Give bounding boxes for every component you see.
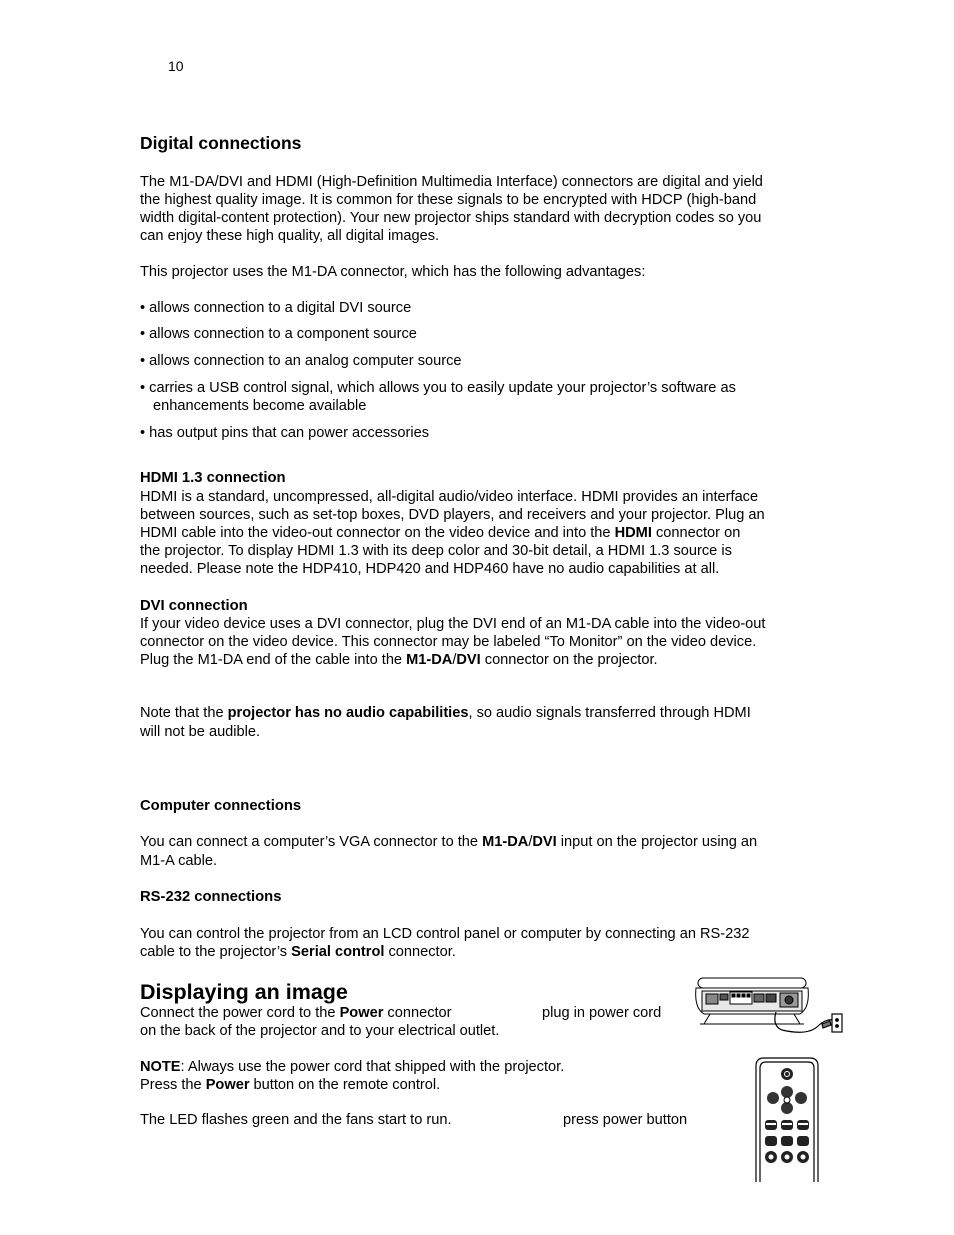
text-run: button on the remote control. — [249, 1077, 441, 1093]
page-number: 10 — [168, 58, 184, 74]
power-connect-paragraph — [140, 1004, 560, 1040]
figure-caption-plug-in: plug in power cord — [542, 1005, 662, 1021]
text-run: : Always use the power cord that shipped with the projector. — [180, 1059, 565, 1075]
text-line — [140, 943, 820, 961]
text-line — [140, 1076, 660, 1094]
dvi-paragraph — [140, 615, 820, 669]
text-run: HDMI cable into the video-out connector on the video device and into the — [140, 525, 615, 541]
bullet-item: • allows connection to a component source — [140, 326, 417, 342]
bullet-item — [140, 379, 820, 415]
bold-term: projector has no audio capabilities — [227, 705, 469, 721]
bold-term: Serial control — [291, 944, 385, 960]
text-line: needed. Please note the HDP410, HDP420 and HDP460 have no audio capabilities at all. — [140, 561, 720, 577]
rs232-heading: RS-232 connections — [140, 889, 282, 905]
text-line — [140, 833, 820, 852]
text-line: M1-A cable. — [140, 853, 218, 869]
text-line: the highest quality image. It is common for these signals to be encrypted with HDCP (high-band — [140, 192, 757, 208]
text-run: Note that the — [140, 705, 228, 721]
hdmi-paragraph — [140, 488, 820, 578]
text-run: , so audio signals transferred through HDMI — [468, 705, 751, 721]
power-note-paragraph — [140, 1058, 660, 1094]
bullet-text-continued: enhancements become available — [153, 398, 367, 414]
text-line: on the back of the projector and to your electrical outlet. — [140, 1023, 500, 1039]
bullet-item: • has output pins that can power accessories — [140, 425, 430, 441]
bullet-item: • allows connection to an analog computer source — [140, 353, 462, 369]
keypad-buttons-icon — [765, 1120, 809, 1163]
figure-caption-press-power: press power button — [563, 1112, 688, 1128]
bold-term: DVI — [532, 834, 557, 850]
text-run: Connect the power cord to the — [140, 1005, 340, 1021]
text-line: the projector. To display HDMI 1.3 with its deep color and 30-bit detail, a HDMI 1.3 source is — [140, 543, 732, 559]
rs232-paragraph — [140, 925, 820, 961]
led-line: The LED flashes green and the fans start to run. — [140, 1112, 452, 1128]
bold-term: Power — [339, 1005, 384, 1021]
power-cord-icon — [775, 1012, 842, 1032]
computer-connections-heading: Computer connections — [140, 798, 302, 814]
bold-term: M1-DA — [406, 652, 453, 668]
text-run: / — [452, 652, 457, 668]
text-run: connector. — [384, 944, 456, 960]
digital-connections-heading: Digital connections — [140, 133, 302, 153]
text-line: If your video device uses a DVI connector, plug the DVI end of an M1-DA cable into the video-out — [140, 616, 766, 632]
text-line: width digital-content protection). Your new projector ships standard with decryption codes so you — [140, 210, 762, 226]
text-run: / — [528, 834, 533, 850]
text-run: cable to the projector’s — [140, 944, 292, 960]
bold-term: Power — [205, 1077, 250, 1093]
text-line: The M1-DA/DVI and HDMI (High-Definition Multimedia Interface) connectors are digital and yield — [140, 174, 763, 190]
text-run: connector on the projector. — [480, 652, 658, 668]
text-line: can enjoy these high quality, all digital images. — [140, 228, 440, 244]
power-button-icon — [781, 1068, 793, 1080]
text-run: You can connect a computer’s VGA connector to the — [140, 834, 483, 850]
text-line — [140, 524, 820, 542]
bold-term: NOTE — [140, 1059, 181, 1075]
dvi-heading: DVI connection — [140, 598, 248, 614]
audio-note-paragraph — [140, 704, 820, 742]
text-line — [140, 1058, 660, 1076]
text-line — [140, 1004, 560, 1022]
text-line: connector on the video device. This connector may be labeled “To Monitor” on the video device. — [140, 634, 757, 650]
bold-term: DVI — [456, 652, 481, 668]
displaying-image-heading: Displaying an image — [140, 980, 348, 1004]
bullet-item: • allows connection to a digital DVI source — [140, 300, 412, 316]
text-run: Plug the M1-DA end of the cable into the — [140, 652, 407, 668]
bold-term: HDMI — [614, 525, 652, 541]
navigation-buttons-icon — [767, 1086, 807, 1114]
projector-icon — [696, 978, 809, 1024]
text-line — [140, 704, 820, 723]
computer-paragraph — [140, 833, 820, 871]
text-line: You can control the projector from an LCD control panel or computer by connecting an RS-232 — [140, 926, 750, 942]
remote-control-illustration — [752, 1056, 822, 1184]
m1da-uses-line: This projector uses the M1-DA connector, which has the following advantages: — [140, 264, 646, 280]
digital-intro-paragraph — [140, 173, 820, 245]
bullet-text: • carries a USB control signal, which allows you to easily update your projector’s software as — [140, 380, 736, 396]
text-run: connector — [383, 1005, 452, 1021]
text-run: Press the — [140, 1077, 206, 1093]
hdmi-heading: HDMI 1.3 connection — [140, 470, 286, 486]
projector-power-cord-illustration — [690, 974, 850, 1046]
text-run: input on the projector using an — [556, 834, 758, 850]
text-line: between sources, such as set-top boxes, DVD players, and receivers and your projector. Plug an — [140, 507, 765, 523]
text-line: HDMI is a standard, uncompressed, all-digital audio/video interface. HDMI provides an interface — [140, 489, 759, 505]
bold-term: M1-DA — [482, 834, 529, 850]
text-line — [140, 651, 820, 669]
text-run: connector on — [651, 525, 741, 541]
text-line: will not be audible. — [140, 724, 261, 740]
